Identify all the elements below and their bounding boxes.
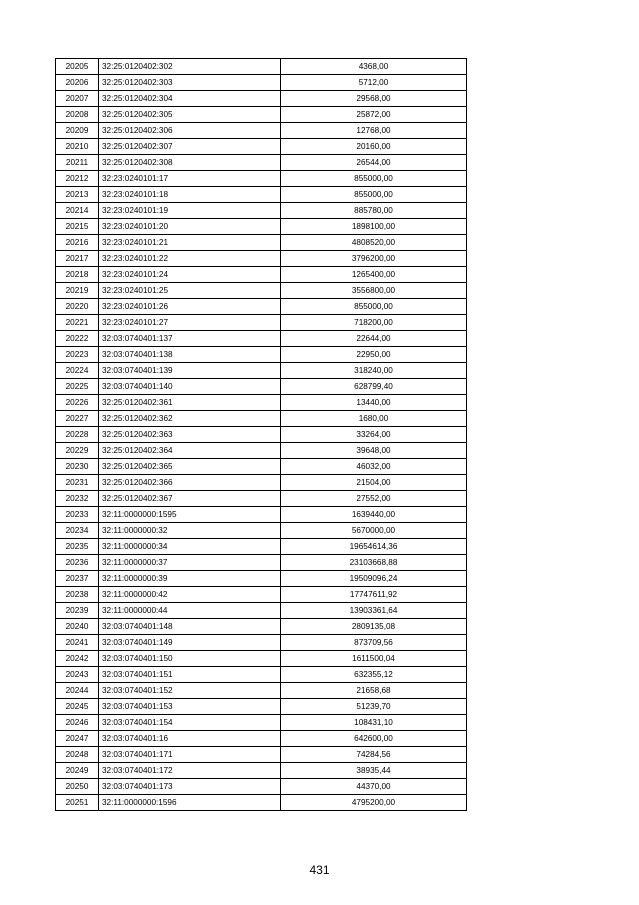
row-number-cell: 20237 xyxy=(56,571,99,587)
row-number-cell: 20215 xyxy=(56,219,99,235)
row-number-cell: 20222 xyxy=(56,331,99,347)
table-row xyxy=(56,235,467,251)
row-number-cell: 20225 xyxy=(56,379,99,395)
value-cell: 19654614,36 xyxy=(281,539,467,555)
row-number-cell: 20241 xyxy=(56,635,99,651)
table-row xyxy=(56,699,467,715)
row-number-cell: 20226 xyxy=(56,395,99,411)
row-number-cell: 20249 xyxy=(56,763,99,779)
cadastral-number-cell: 32:11:0000000:1595 xyxy=(99,507,281,523)
value-cell: 4368,00 xyxy=(281,59,467,75)
row-number-cell: 20247 xyxy=(56,731,99,747)
cadastral-number-cell: 32:03:0740401:138 xyxy=(99,347,281,363)
value-cell: 46032,00 xyxy=(281,459,467,475)
table-row xyxy=(56,507,467,523)
cadastral-number-cell: 32:23:0240101:25 xyxy=(99,283,281,299)
cadastral-number-cell: 32:11:0000000:32 xyxy=(99,523,281,539)
cadastral-number-cell: 32:23:0240101:17 xyxy=(99,171,281,187)
row-number-cell: 20234 xyxy=(56,523,99,539)
value-cell: 3556800,00 xyxy=(281,283,467,299)
table-row xyxy=(56,171,467,187)
value-cell: 5712,00 xyxy=(281,75,467,91)
row-number-cell: 20239 xyxy=(56,603,99,619)
cadastral-number-cell: 32:23:0240101:19 xyxy=(99,203,281,219)
value-cell: 25872,00 xyxy=(281,107,467,123)
value-cell: 1611500,04 xyxy=(281,651,467,667)
value-cell: 20160,00 xyxy=(281,139,467,155)
cadastral-number-cell: 32:25:0120402:366 xyxy=(99,475,281,491)
cadastral-number-cell: 32:03:0740401:137 xyxy=(99,331,281,347)
row-number-cell: 20230 xyxy=(56,459,99,475)
row-number-cell: 20220 xyxy=(56,299,99,315)
value-cell: 39648,00 xyxy=(281,443,467,459)
cadastral-number-cell: 32:03:0740401:151 xyxy=(99,667,281,683)
value-cell: 27552,00 xyxy=(281,491,467,507)
value-cell: 855000,00 xyxy=(281,171,467,187)
row-number-cell: 20242 xyxy=(56,651,99,667)
value-cell: 5670000,00 xyxy=(281,523,467,539)
value-cell: 1898100,00 xyxy=(281,219,467,235)
row-number-cell: 20232 xyxy=(56,491,99,507)
cadastral-number-cell: 32:03:0740401:140 xyxy=(99,379,281,395)
table-row xyxy=(56,763,467,779)
table-row xyxy=(56,523,467,539)
cadastral-number-cell: 32:03:0740401:148 xyxy=(99,619,281,635)
row-number-cell: 20245 xyxy=(56,699,99,715)
value-cell: 2809135,08 xyxy=(281,619,467,635)
cadastral-number-cell: 32:25:0120402:308 xyxy=(99,155,281,171)
cadastral-number-cell: 32:23:0240101:24 xyxy=(99,267,281,283)
row-number-cell: 20219 xyxy=(56,283,99,299)
table-row xyxy=(56,539,467,555)
cadastral-number-cell: 32:03:0740401:152 xyxy=(99,683,281,699)
value-cell: 21658,68 xyxy=(281,683,467,699)
page-number: 431 xyxy=(309,863,330,877)
cadastral-number-cell: 32:23:0240101:22 xyxy=(99,251,281,267)
row-number-cell: 20211 xyxy=(56,155,99,171)
value-cell: 74284,56 xyxy=(281,747,467,763)
cadastral-number-cell: 32:03:0740401:16 xyxy=(99,731,281,747)
table-row xyxy=(56,571,467,587)
table-row xyxy=(56,75,467,91)
value-cell: 1639440,00 xyxy=(281,507,467,523)
table-row xyxy=(56,555,467,571)
row-number-cell: 20208 xyxy=(56,107,99,123)
value-cell: 855000,00 xyxy=(281,187,467,203)
cadastral-number-cell: 32:23:0240101:20 xyxy=(99,219,281,235)
table-row xyxy=(56,635,467,651)
row-number-cell: 20248 xyxy=(56,747,99,763)
cadastral-number-cell: 32:25:0120402:362 xyxy=(99,411,281,427)
table-row xyxy=(56,395,467,411)
row-number-cell: 20229 xyxy=(56,443,99,459)
cadastral-number-cell: 32:11:0000000:37 xyxy=(99,555,281,571)
value-cell: 628799,40 xyxy=(281,379,467,395)
table-row xyxy=(56,203,467,219)
value-cell: 29568,00 xyxy=(281,91,467,107)
value-cell: 108431,10 xyxy=(281,715,467,731)
table-row xyxy=(56,491,467,507)
value-cell: 51239,70 xyxy=(281,699,467,715)
table-row xyxy=(56,299,467,315)
table-row xyxy=(56,283,467,299)
cadastral-number-cell: 32:25:0120402:305 xyxy=(99,107,281,123)
table-row xyxy=(56,683,467,699)
value-cell: 33264,00 xyxy=(281,427,467,443)
cadastral-number-cell: 32:25:0120402:365 xyxy=(99,459,281,475)
cadastral-number-cell: 32:03:0740401:153 xyxy=(99,699,281,715)
value-cell: 44370,00 xyxy=(281,779,467,795)
cadastral-number-cell: 32:11:0000000:42 xyxy=(99,587,281,603)
cadastral-number-cell: 32:11:0000000:39 xyxy=(99,571,281,587)
cadastral-number-cell: 32:25:0120402:304 xyxy=(99,91,281,107)
value-cell: 19509096,24 xyxy=(281,571,467,587)
table-row xyxy=(56,267,467,283)
cadastral-number-cell: 32:11:0000000:1596 xyxy=(99,795,281,811)
value-cell: 1680,00 xyxy=(281,411,467,427)
row-number-cell: 20227 xyxy=(56,411,99,427)
table-row xyxy=(56,587,467,603)
value-cell: 22644,00 xyxy=(281,331,467,347)
cadastral-number-cell: 32:25:0120402:364 xyxy=(99,443,281,459)
row-number-cell: 20212 xyxy=(56,171,99,187)
table-row xyxy=(56,347,467,363)
table-row xyxy=(56,251,467,267)
table-row xyxy=(56,443,467,459)
table-row xyxy=(56,379,467,395)
table-row xyxy=(56,139,467,155)
table-row xyxy=(56,779,467,795)
row-number-cell: 20207 xyxy=(56,91,99,107)
cadastral-number-cell: 32:03:0740401:139 xyxy=(99,363,281,379)
cadastral-number-cell: 32:11:0000000:44 xyxy=(99,603,281,619)
row-number-cell: 20243 xyxy=(56,667,99,683)
value-cell: 3796200,00 xyxy=(281,251,467,267)
value-cell: 855000,00 xyxy=(281,299,467,315)
row-number-cell: 20235 xyxy=(56,539,99,555)
row-number-cell: 20217 xyxy=(56,251,99,267)
table-row xyxy=(56,411,467,427)
row-number-cell: 20244 xyxy=(56,683,99,699)
cadastral-number-cell: 32:03:0740401:150 xyxy=(99,651,281,667)
table-row xyxy=(56,155,467,171)
value-cell: 1265400,00 xyxy=(281,267,467,283)
row-number-cell: 20213 xyxy=(56,187,99,203)
cadastral-number-cell: 32:25:0120402:361 xyxy=(99,395,281,411)
row-number-cell: 20209 xyxy=(56,123,99,139)
row-number-cell: 20240 xyxy=(56,619,99,635)
cadastral-number-cell: 32:23:0240101:26 xyxy=(99,299,281,315)
row-number-cell: 20233 xyxy=(56,507,99,523)
value-cell: 642600,00 xyxy=(281,731,467,747)
value-cell: 318240,00 xyxy=(281,363,467,379)
value-cell: 23103668,88 xyxy=(281,555,467,571)
value-cell: 13440,00 xyxy=(281,395,467,411)
table-row xyxy=(56,715,467,731)
row-number-cell: 20236 xyxy=(56,555,99,571)
cadastral-number-cell: 32:03:0740401:154 xyxy=(99,715,281,731)
row-number-cell: 20216 xyxy=(56,235,99,251)
table-row xyxy=(56,747,467,763)
value-cell: 885780,00 xyxy=(281,203,467,219)
row-number-cell: 20228 xyxy=(56,427,99,443)
value-cell: 22950,00 xyxy=(281,347,467,363)
value-cell: 632355,12 xyxy=(281,667,467,683)
table-row xyxy=(56,795,467,811)
row-number-cell: 20251 xyxy=(56,795,99,811)
table-body xyxy=(56,59,467,811)
cadastral-number-cell: 32:03:0740401:171 xyxy=(99,747,281,763)
row-number-cell: 20221 xyxy=(56,315,99,331)
table-row xyxy=(56,123,467,139)
table-row xyxy=(56,459,467,475)
row-number-cell: 20218 xyxy=(56,267,99,283)
cadastral-number-cell: 32:25:0120402:367 xyxy=(99,491,281,507)
value-cell: 21504,00 xyxy=(281,475,467,491)
table-row xyxy=(56,427,467,443)
table-row xyxy=(56,315,467,331)
row-number-cell: 20205 xyxy=(56,59,99,75)
value-cell: 13903361,64 xyxy=(281,603,467,619)
cadastral-number-cell: 32:25:0120402:306 xyxy=(99,123,281,139)
value-cell: 873709,56 xyxy=(281,635,467,651)
table-row xyxy=(56,187,467,203)
value-cell: 12768,00 xyxy=(281,123,467,139)
value-cell: 4795200,00 xyxy=(281,795,467,811)
value-cell: 17747611,92 xyxy=(281,587,467,603)
value-cell: 38935,44 xyxy=(281,763,467,779)
table-row xyxy=(56,107,467,123)
table-row xyxy=(56,667,467,683)
table-row xyxy=(56,651,467,667)
row-number-cell: 20223 xyxy=(56,347,99,363)
table-row xyxy=(56,363,467,379)
value-cell: 718200,00 xyxy=(281,315,467,331)
cadastre-value-table xyxy=(55,58,467,811)
cadastral-number-cell: 32:03:0740401:173 xyxy=(99,779,281,795)
row-number-cell: 20210 xyxy=(56,139,99,155)
cadastral-number-cell: 32:25:0120402:363 xyxy=(99,427,281,443)
cadastral-number-cell: 32:23:0240101:18 xyxy=(99,187,281,203)
cadastral-number-cell: 32:23:0240101:21 xyxy=(99,235,281,251)
cadastral-number-cell: 32:03:0740401:149 xyxy=(99,635,281,651)
table-row xyxy=(56,219,467,235)
table-row xyxy=(56,731,467,747)
row-number-cell: 20238 xyxy=(56,587,99,603)
row-number-cell: 20206 xyxy=(56,75,99,91)
cadastral-number-cell: 32:23:0240101:27 xyxy=(99,315,281,331)
cadastral-number-cell: 32:03:0740401:172 xyxy=(99,763,281,779)
table-row xyxy=(56,59,467,75)
cadastral-number-cell: 32:25:0120402:303 xyxy=(99,75,281,91)
table-row xyxy=(56,91,467,107)
value-cell: 4808520,00 xyxy=(281,235,467,251)
table-row xyxy=(56,603,467,619)
cadastral-number-cell: 32:25:0120402:302 xyxy=(99,59,281,75)
row-number-cell: 20231 xyxy=(56,475,99,491)
table-row xyxy=(56,619,467,635)
cadastral-number-cell: 32:25:0120402:307 xyxy=(99,139,281,155)
row-number-cell: 20246 xyxy=(56,715,99,731)
table-row xyxy=(56,475,467,491)
row-number-cell: 20224 xyxy=(56,363,99,379)
row-number-cell: 20214 xyxy=(56,203,99,219)
table-row xyxy=(56,331,467,347)
cadastral-number-cell: 32:11:0000000:34 xyxy=(99,539,281,555)
value-cell: 26544,00 xyxy=(281,155,467,171)
row-number-cell: 20250 xyxy=(56,779,99,795)
